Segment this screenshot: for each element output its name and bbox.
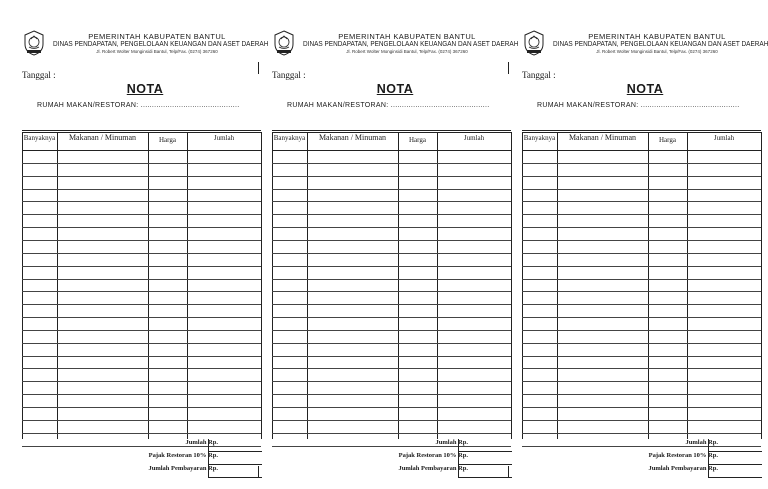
column-header-price: Harga <box>659 136 676 144</box>
table-top-border <box>22 130 261 131</box>
table-row[interactable] <box>272 279 511 280</box>
office-address: Jl. Robert Wolter Monginsidi Bantul, Telp/Fax. (0274) 367260 <box>596 49 718 54</box>
nota-form <box>20 0 270 489</box>
government-name: PEMERINTAH KABUPATEN BANTUL <box>588 32 726 41</box>
tax-amount-field[interactable] <box>458 452 512 465</box>
table-row[interactable] <box>272 201 511 202</box>
table-row[interactable] <box>272 291 511 292</box>
total-amount-field[interactable] <box>458 439 512 452</box>
table-row[interactable] <box>522 407 761 408</box>
total-amount-field[interactable] <box>208 439 262 452</box>
table-row[interactable] <box>522 279 761 280</box>
table-row[interactable] <box>22 433 261 434</box>
table-row[interactable] <box>522 291 761 292</box>
tax-label: Pajak Restoran 10% Rp. <box>648 452 718 459</box>
table-row[interactable] <box>522 227 761 228</box>
table-row[interactable] <box>272 368 511 369</box>
letterhead <box>544 32 768 55</box>
table-row[interactable] <box>522 214 761 215</box>
table-row[interactable] <box>272 356 511 357</box>
table-row[interactable] <box>522 356 761 357</box>
table-row[interactable] <box>22 214 261 215</box>
table-row[interactable] <box>272 343 511 344</box>
table-row[interactable] <box>272 420 511 421</box>
column-header-quantity: Banyaknya <box>23 134 56 142</box>
table-row[interactable] <box>272 214 511 215</box>
table-row[interactable] <box>22 266 261 267</box>
column-header-price: Harga <box>159 136 176 144</box>
table-row[interactable] <box>22 189 261 190</box>
table-row[interactable] <box>22 368 261 369</box>
office-address: Jl. Robert Wolter Monginsidi Bantul, Telp/Fax. (0274) 367260 <box>346 49 468 54</box>
total-label: Jumlah Rp. <box>435 439 468 446</box>
table-row[interactable] <box>22 163 261 164</box>
items-table <box>22 130 261 439</box>
regency-seal-icon <box>272 30 296 56</box>
payment-amount-field[interactable] <box>208 465 262 478</box>
payment-amount-field[interactable] <box>458 465 512 478</box>
table-row[interactable] <box>22 394 261 395</box>
letterhead <box>44 32 270 55</box>
items-table <box>522 130 761 439</box>
table-top-border <box>522 130 761 131</box>
table-top-border <box>272 130 511 131</box>
department-name: DINAS PENDAPATAN, PENGELOLAAN KEUANGAN DAN ASET DAERAH <box>53 41 269 48</box>
table-row[interactable] <box>272 163 511 164</box>
table-row[interactable] <box>272 176 511 177</box>
nota-title: NOTA <box>126 82 164 96</box>
government-name: PEMERINTAH KABUPATEN BANTUL <box>88 32 226 41</box>
table-row[interactable] <box>522 163 761 164</box>
cut-mark <box>508 62 509 74</box>
table-row[interactable] <box>522 330 761 331</box>
column-header-item: Makanan / Minuman <box>318 133 387 142</box>
date-label: Tanggal : <box>522 70 556 80</box>
column-header-amount: Jumlah <box>213 134 235 142</box>
table-row[interactable] <box>522 368 761 369</box>
table-row[interactable] <box>22 304 261 305</box>
table-row[interactable] <box>272 381 511 382</box>
letterhead <box>294 32 520 55</box>
table-row[interactable] <box>272 407 511 408</box>
table-row[interactable] <box>272 433 511 434</box>
table-row[interactable] <box>22 227 261 228</box>
department-name: DINAS PENDAPATAN, PENGELOLAAN KEUANGAN DAN ASET DAERAH <box>303 41 519 48</box>
date-label: Tanggal : <box>272 70 306 80</box>
table-row[interactable] <box>522 343 761 344</box>
table-row[interactable] <box>522 381 761 382</box>
table-row[interactable] <box>272 227 511 228</box>
regency-seal-icon <box>22 30 46 56</box>
table-row[interactable] <box>522 266 761 267</box>
table-row[interactable] <box>272 394 511 395</box>
cut-mark <box>258 62 259 74</box>
column-header-quantity: Banyaknya <box>523 134 556 142</box>
table-row[interactable] <box>22 420 261 421</box>
table-row[interactable] <box>22 356 261 357</box>
column-header-price: Harga <box>409 136 426 144</box>
nota-form <box>270 0 520 489</box>
tax-amount-field[interactable] <box>208 452 262 465</box>
nota-title: NOTA <box>626 82 664 96</box>
table-row[interactable] <box>522 317 761 318</box>
restaurant-field: RUMAH MAKAN/RESTORAN: ............................................ <box>287 102 490 109</box>
total-label: Jumlah Rp. <box>685 439 718 446</box>
nota-title: NOTA <box>376 82 414 96</box>
table-row[interactable] <box>22 176 261 177</box>
regency-seal-icon <box>522 30 546 56</box>
tax-label: Pajak Restoran 10% Rp. <box>398 452 468 459</box>
column-header-item: Makanan / Minuman <box>68 133 137 142</box>
payment-label: Jumlah Pembayaran Rp. <box>148 465 218 472</box>
cut-mark <box>258 466 259 478</box>
table-row[interactable] <box>522 394 761 395</box>
table-row[interactable] <box>22 201 261 202</box>
total-label: Jumlah Rp. <box>185 439 218 446</box>
table-row[interactable] <box>272 253 511 254</box>
date-label: Tanggal : <box>22 70 56 80</box>
table-row[interactable] <box>272 304 511 305</box>
column-header-item: Makanan / Minuman <box>568 133 637 142</box>
restaurant-field: RUMAH MAKAN/RESTORAN: ............................................ <box>537 102 740 109</box>
cut-mark <box>508 466 509 478</box>
table-row[interactable] <box>522 433 761 434</box>
payment-amount-field[interactable] <box>708 465 762 478</box>
table-row[interactable] <box>22 291 261 292</box>
column-header-amount: Jumlah <box>713 134 735 142</box>
restaurant-field: RUMAH MAKAN/RESTORAN: ............................................ <box>37 102 240 109</box>
column-header-quantity: Banyaknya <box>273 134 306 142</box>
table-row[interactable] <box>522 240 761 241</box>
table-row[interactable] <box>522 304 761 305</box>
column-header-amount: Jumlah <box>463 134 485 142</box>
office-address: Jl. Robert Wolter Monginsidi Bantul, Telp/Fax. (0274) 367260 <box>96 49 218 54</box>
table-row[interactable] <box>272 330 511 331</box>
payment-label: Jumlah Pembayaran Rp. <box>648 465 718 472</box>
table-row[interactable] <box>22 279 261 280</box>
table-row[interactable] <box>22 253 261 254</box>
table-row[interactable] <box>272 240 511 241</box>
table-row[interactable] <box>522 176 761 177</box>
table-row[interactable] <box>22 381 261 382</box>
table-row[interactable] <box>522 201 761 202</box>
payment-label: Jumlah Pembayaran Rp. <box>398 465 468 472</box>
table-row[interactable] <box>522 189 761 190</box>
table-row[interactable] <box>22 407 261 408</box>
government-name: PEMERINTAH KABUPATEN BANTUL <box>338 32 476 41</box>
table-row[interactable] <box>22 343 261 344</box>
table-row[interactable] <box>22 330 261 331</box>
tax-amount-field[interactable] <box>708 452 762 465</box>
table-row[interactable] <box>22 240 261 241</box>
nota-form <box>520 0 768 489</box>
table-row[interactable] <box>22 317 261 318</box>
table-row[interactable] <box>272 317 511 318</box>
total-amount-field[interactable] <box>708 439 762 452</box>
table-row[interactable] <box>522 253 761 254</box>
table-row[interactable] <box>272 189 511 190</box>
table-row[interactable] <box>522 420 761 421</box>
items-table <box>272 130 511 439</box>
table-row[interactable] <box>272 266 511 267</box>
tax-label: Pajak Restoran 10% Rp. <box>148 452 218 459</box>
department-name: DINAS PENDAPATAN, PENGELOLAAN KEUANGAN DAN ASET DAERAH <box>553 41 768 48</box>
